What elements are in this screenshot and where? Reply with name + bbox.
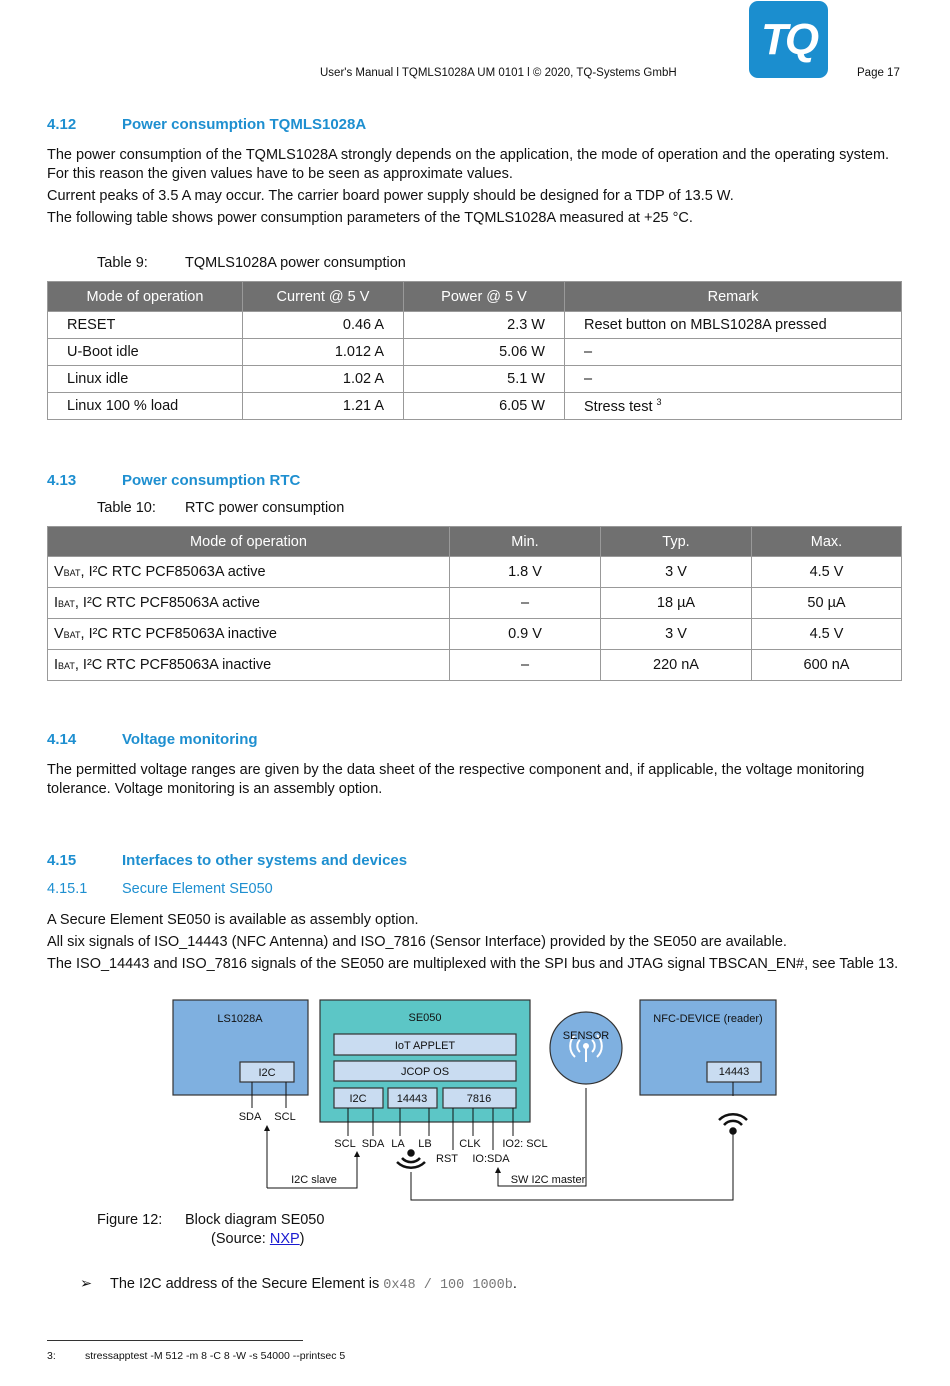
footnote-number: 3: xyxy=(47,1350,56,1362)
table-row: IBAT, I²C RTC PCF85063A inactive – 220 nA 600 nA xyxy=(48,650,902,681)
sensor-label: SENSOR xyxy=(562,1030,610,1042)
signal-label: IO:SDA xyxy=(472,1153,510,1165)
footnote-text: stressapptest -M 512 -m 8 -C 8 -W -s 54000 --printsec 5 xyxy=(85,1350,346,1362)
se050-wireless-icon xyxy=(397,1151,425,1168)
ls1028a-label: LS1028A xyxy=(217,1013,263,1025)
se-i2c-label: I2C xyxy=(349,1093,367,1105)
nxp-link[interactable]: NXP xyxy=(269,1231,300,1247)
iot-applet-label: IoT APPLET xyxy=(394,1040,456,1052)
table-header-row: Mode of operation Min. Typ. Max. xyxy=(48,527,902,557)
table-header-row: Mode of operation Current @ 5 V Power @ 5 V Remark xyxy=(48,282,902,312)
figure-source: (Source: NXP) xyxy=(211,1231,305,1247)
sw-i2c-master-label: SW I2C master xyxy=(510,1174,586,1186)
signal-label: SCL xyxy=(274,1111,296,1123)
paragraph: The permitted voltage ranges are given by the data sheet of the respective component and, if applicable, the voltage monitoring tolerance. Voltage monitoring is an assembly option. xyxy=(47,762,865,797)
table-row: Linux idle 1.02 A 5.1 W – xyxy=(48,366,902,393)
table-row: RESET 0.46 A 2.3 W Reset button on MBLS1028A pressed xyxy=(48,312,902,339)
paragraph: All six signals of ISO_14443 (NFC Antenna) and ISO_7816 (Sensor Interface) provided by the SE050 are available. xyxy=(47,934,787,950)
footnote-ref[interactable]: 3 xyxy=(656,397,662,408)
se-14443-label: 14443 xyxy=(396,1093,428,1105)
ls-i2c-label: I2C xyxy=(258,1067,276,1079)
footnote-divider xyxy=(47,1340,303,1341)
jcop-os-label: JCOP OS xyxy=(400,1066,450,1078)
signal-label: IO2: SCL xyxy=(502,1138,548,1150)
paragraph: The following table shows power consumption parameters of the TQMLS1028A measured at +25 °C. xyxy=(47,210,693,226)
signal-label: LB xyxy=(418,1138,432,1150)
nfc-device-label: NFC-DEVICE (reader) xyxy=(653,1013,763,1025)
header-doc-info: User's Manual l TQMLS1028A UM 0101 l © 2020, TQ-Systems GmbH xyxy=(320,67,677,79)
nfc-14443-label: 14443 xyxy=(718,1066,750,1078)
table-row: VBAT, I²C RTC PCF85063A inactive 0.9 V 3 V 4.5 V xyxy=(48,619,902,650)
i2c-address-bullet: The I2C address of the Secure Element is 0x48 / 100 1000b. xyxy=(110,1276,517,1293)
section-4-15-1-heading: 4.15.1 Secure Element SE050 xyxy=(47,881,273,897)
page-number: Page 17 xyxy=(857,67,900,79)
signal-label: SDA xyxy=(361,1138,385,1150)
bullet-arrow-icon: ➢ xyxy=(80,1276,93,1292)
signal-label: SCL xyxy=(334,1138,356,1150)
se-7816-label: 7816 xyxy=(466,1093,492,1105)
se050-label: SE050 xyxy=(408,1012,442,1024)
i2c-slave-label: I2C slave xyxy=(291,1174,337,1186)
table-row: U-Boot idle 1.012 A 5.06 W – xyxy=(48,339,902,366)
table-row: IBAT, I²C RTC PCF85063A active – 18 µA 50 µA xyxy=(48,588,902,619)
paragraph: The ISO_14443 and ISO_7816 signals of the SE050 are multiplexed with the SPI bus and JTAG signal TBSCAN_EN#, see Table 13. xyxy=(47,956,899,972)
nfc-wireless-icon xyxy=(719,1114,747,1133)
signal-label: LA xyxy=(391,1138,405,1150)
signal-label: CLK xyxy=(459,1138,481,1150)
signal-label: SDA xyxy=(238,1111,262,1123)
table-row: Linux 100 % load 1.21 A 6.05 W Stress test $^3$ xyxy=(48,393,902,420)
tq-logo: TQ xyxy=(749,1,828,78)
table-row: VBAT, I²C RTC PCF85063A active 1.8 V 3 V 4.5 V xyxy=(48,557,902,588)
paragraph: A Secure Element SE050 is available as assembly option. xyxy=(47,912,419,928)
document-page: User's Manual l TQMLS1028A UM 0101 l © 2020, TQ-Systems GmbH TQ Page 17 4.12 Power consumption TQMLS1028A The power consumption of the TQMLS1028A strongly depends on the application, the mode of operation and the operating system. For this reason the given values have to be seen as approximate values. Current peaks of 3.5 A may occur. The carrier board power supply should be designed for a TDP of 13.5 W. The following table shows power consumption parameters of the TQMLS1028A measured at +25 °C. Table 9: TQMLS1028A power consumption Mode of operation Current @ 5 V Power @ 5 V Remark RESET 0.46 A 2.3 W Reset button on MBLS1028A pressed U-Boot idle 1.012 A 5.06 W – Linux idle 1.02 A 5.1 W – Linux 100 % load 1.21 A 6.05 W Stress test $^3$ 4.13 Power consumption RTC Table 10: RTC power consumption Mode of operation Min. Typ. Max. VBAT, I²C RTC PCF85063A active 1.8 V 3 V 4.5 V IBAT, I²C RTC PCF85063A active – 18 µA 50 µA VBAT, I²C RTC PCF85063A inactive 0.9 V 3 V 4.5 V IBAT, I²C RTC PCF85063A inactive – 220 nA 600 nA 4.14 Voltage monitoring The permitted voltage ranges are given by the data sheet of the respective component and, if applicable, the voltage monitoring tolerance. Voltage monitoring is an assembly option. 4.15 Interfaces to other systems and devices 4.15.1 Secure Element SE050 A Secure Element SE050 is available as assembly option. All six signals of ISO_14443 (NFC Antenna) and ISO_7816 (Sensor Interface) provided by the SE050 are available. The ISO_14443 and ISO_7816 signals of the SE050 are multiplexed with the SPI bus and JTAG signal TBSCAN_EN#, see Table 13. LS1028A I2C SE050 IoT APPLET JCOP OS I2C 14443 7816 SENSOR NFC-DEVICE (reader) 14443 SDA SCL SCL SDA LA LB CLK IO2: SCL RST IO:SDA I2C slave SW I2C master Figure 12: Block diagram SE050 (Source: NXP) ➢ The I2C address of the Secure Element is 0x48 / 100 1000b. 3: stressapptest -M 512 -m 8 -C 8 -W -s 54000 --printsec 5 xyxy=(0,0,950,1386)
paragraph: Current peaks of 3.5 A may occur. The carrier board power supply should be designed for a TDP of 13.5 W. xyxy=(47,188,734,204)
paragraph: The power consumption of the TQMLS1028A strongly depends on the application, the mode of operation and the operating system. For this reason the given values have to be seen as approximate values. xyxy=(47,147,890,182)
signal-label: RST xyxy=(436,1153,458,1165)
